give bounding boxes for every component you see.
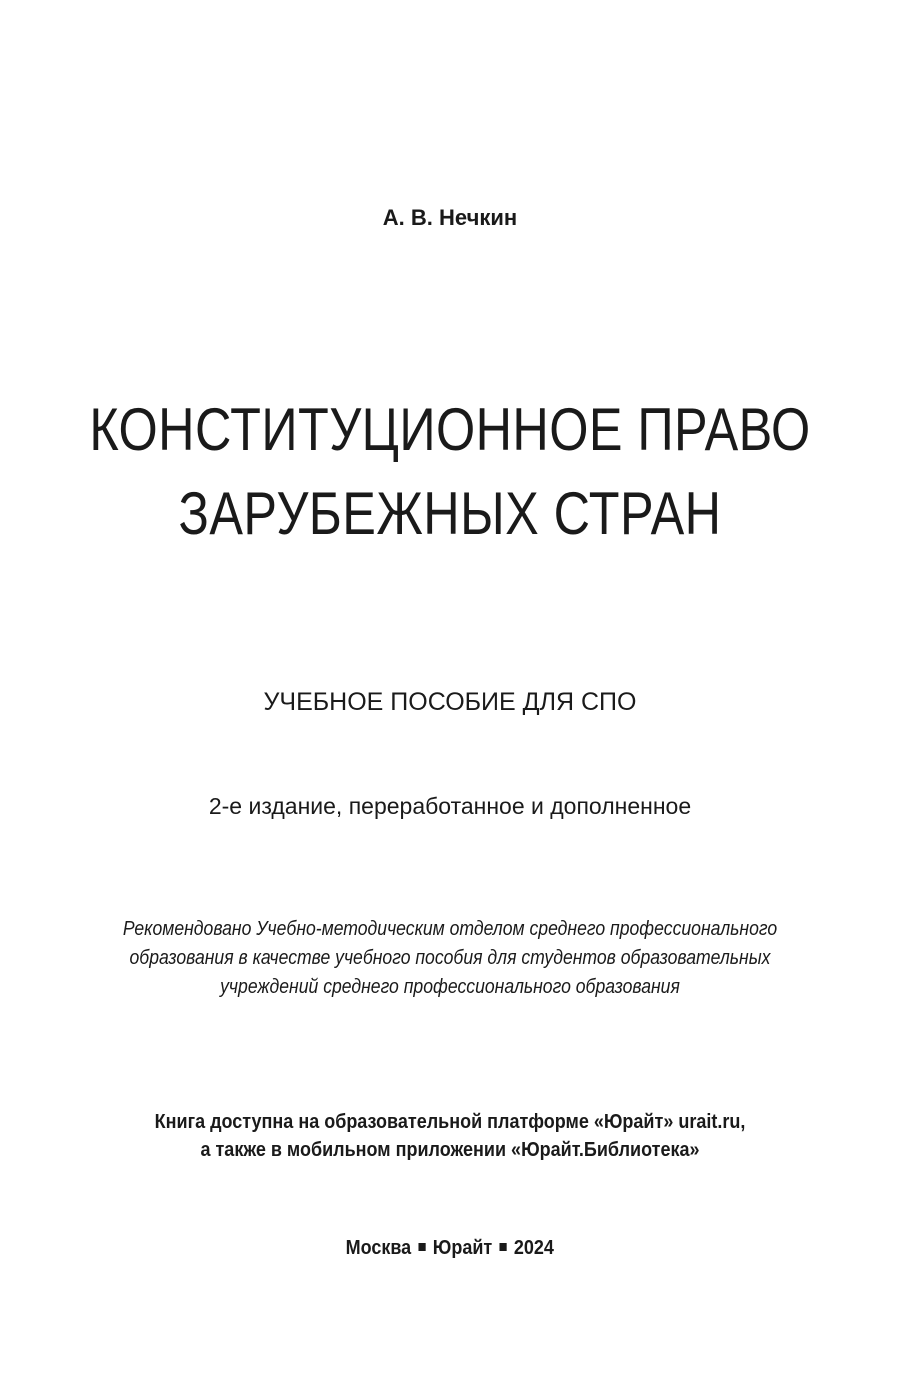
platform-line-1: Книга доступна на образовательной платформе «Юрайт» urait.ru,: [154, 1111, 746, 1133]
imprint-publisher: Юрайт: [433, 1237, 493, 1259]
recommendation-note: [0, 915, 900, 1002]
book-title-line-2: ЗАРУБЕЖНЫХ СТРАН: [178, 480, 722, 547]
book-title: [0, 388, 900, 556]
square-separator-icon: [419, 1243, 426, 1251]
platform-line-2: а также в мобильном приложении «Юрайт.Библиотека»: [200, 1139, 700, 1161]
recommendation-line-2: образования в качестве учебного пособия для студентов образовательных: [129, 947, 771, 969]
book-subtitle: УЧЕБНОЕ ПОСОБИЕ ДЛЯ СПО: [263, 688, 637, 716]
imprint-line: [0, 1234, 900, 1262]
imprint-city: Москва: [345, 1237, 412, 1259]
book-title-line-1: КОНСТИТУЦИОННОЕ ПРАВО: [89, 396, 811, 463]
imprint-year: 2024: [514, 1237, 555, 1259]
edition-note: 2-е издание, переработанное и дополненное: [208, 793, 692, 819]
recommendation-line-3: учреждений среднего профессионального образования: [220, 976, 680, 998]
author-name: А. В. Нечкин: [382, 205, 518, 230]
platform-note: [0, 1108, 900, 1164]
square-separator-icon: [500, 1243, 507, 1251]
recommendation-line-1: Рекомендовано Учебно-методическим отделом среднего профессионального: [122, 918, 778, 940]
